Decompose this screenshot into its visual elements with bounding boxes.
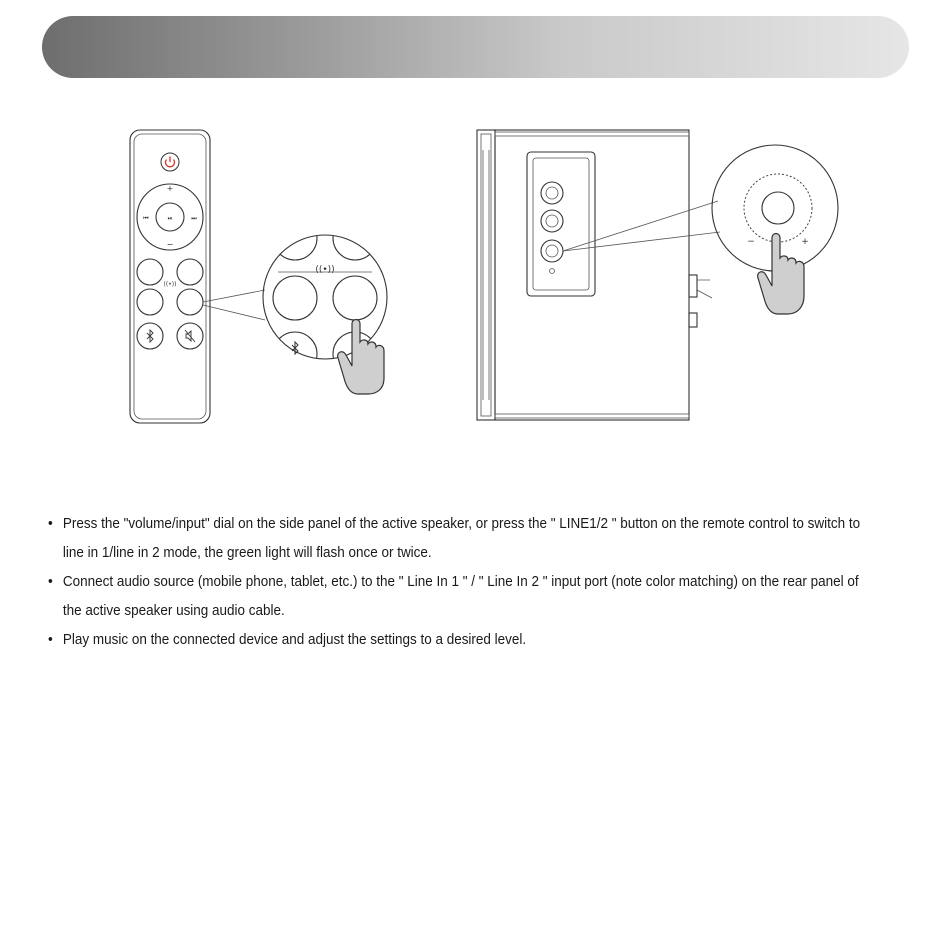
line2-button <box>177 259 203 285</box>
volume-up-label: + <box>166 184 174 193</box>
speaker-side-view <box>477 130 720 420</box>
mute-icon <box>185 330 195 342</box>
bullet: • <box>48 632 53 648</box>
power-icon <box>166 157 175 167</box>
dial-plus-label: + <box>801 237 809 247</box>
section-header-bar <box>42 16 909 78</box>
bullet: • <box>48 574 53 590</box>
dial-zoom-callout <box>712 145 838 314</box>
line-in-2-port <box>541 240 563 262</box>
coaxial-button <box>177 289 203 315</box>
previous-track-icon: ⏮ <box>143 215 149 222</box>
instruction-item <box>48 568 866 626</box>
instruction-text: Press the "volume/input" dial on the side panel of the active speaker, or press the " LINE1/2 " button on the remote control to switch to line in 1/line in 2 mode, the green light will flash once or twice. <box>62 516 861 561</box>
instruction-item <box>48 626 866 655</box>
illustration <box>0 120 950 440</box>
instruction-text: Connect audio source (mobile phone, tablet, etc.) to the " Line In 1 " / " Line In 2 " input port (note color matching) on the rear panel of the active speaker using audio cable. <box>62 574 859 619</box>
instructions-list <box>48 510 866 655</box>
bluetooth-icon <box>147 330 153 342</box>
pointing-hand-icon <box>758 234 804 315</box>
dial-minus-label: − <box>747 237 755 247</box>
bullet: • <box>48 516 53 532</box>
remote-zoom-callout <box>263 216 387 394</box>
instruction-item <box>48 510 866 568</box>
volume-input-dial <box>541 182 563 204</box>
volume-down-label: − <box>166 240 174 249</box>
play-pause-icon: ⏯ <box>167 215 173 222</box>
status-led <box>550 269 555 274</box>
next-track-icon: ⏭ <box>191 215 197 222</box>
zoom-volume-dial <box>762 192 794 224</box>
line1-button <box>137 259 163 285</box>
wireless-icon: ((•)) <box>163 281 177 288</box>
zoom-bluetooth-icon <box>292 342 298 354</box>
optical-button <box>137 289 163 315</box>
instruction-text: Play music on the connected device and adjust the settings to a desired level. <box>62 632 527 648</box>
zoom-wireless-icon: ((•)) <box>315 265 335 275</box>
line-in-1-port <box>541 210 563 232</box>
remote-control <box>130 130 265 423</box>
